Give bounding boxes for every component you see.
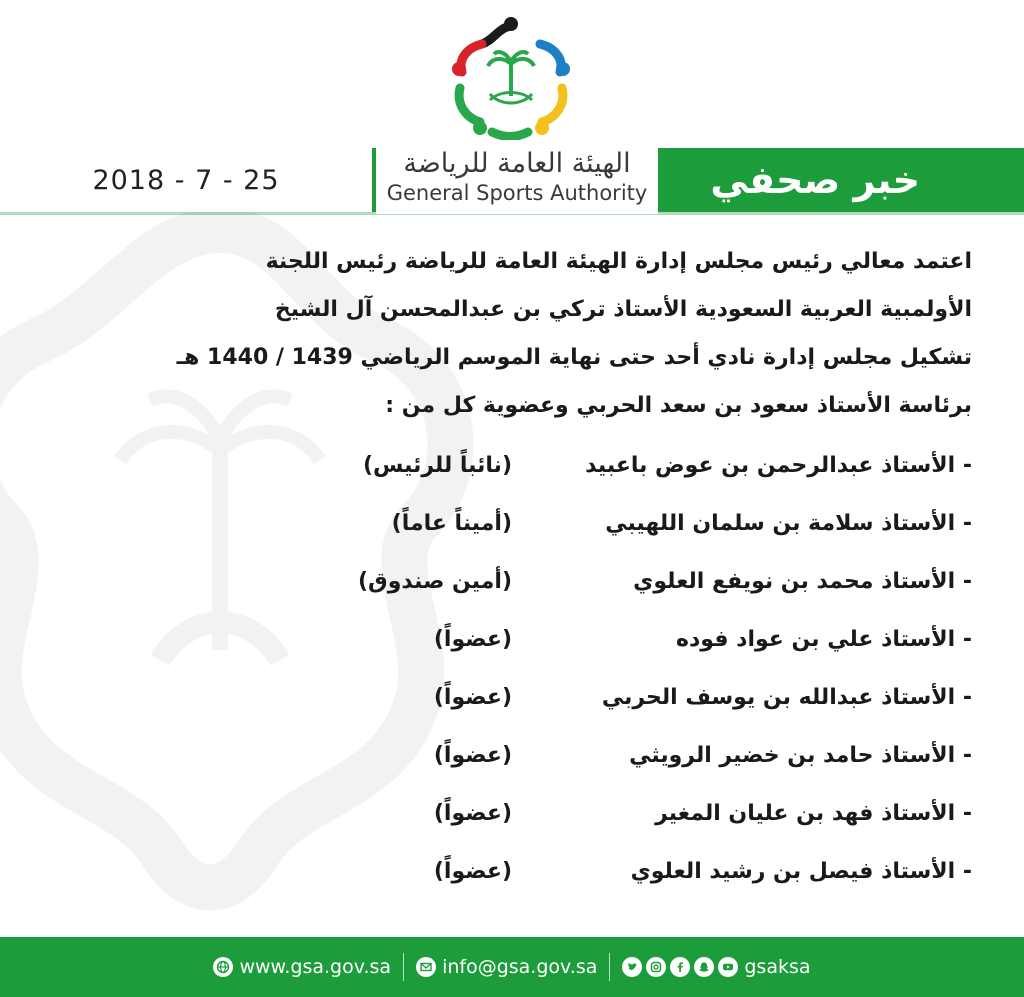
mail-icon [416, 957, 436, 977]
list-item [240, 842, 972, 900]
member-name: - الأستاذ عبدالله بن يوسف الحربي [601, 684, 972, 710]
date-box [0, 148, 372, 212]
youtube-icon[interactable] [718, 957, 738, 977]
brand-name-english: General Sports Authority [386, 181, 648, 205]
member-name: - الأستاذ فيصل بن رشيد العلوي [630, 858, 972, 884]
snapchat-icon[interactable] [694, 957, 714, 977]
social-links [610, 956, 822, 978]
list-item [240, 494, 972, 552]
article-line: برئاسة الأستاذ سعود بن سعد الحربي وعضوية كل من : [385, 393, 972, 418]
social-handle: gsaksa [744, 956, 811, 978]
member-role: (نائباً للرئيس) [362, 452, 512, 478]
brand-name-arabic: الهيئة العامة للرياضة [403, 148, 631, 179]
gsa-logo [446, 14, 576, 144]
member-role: (عضواً) [433, 626, 512, 652]
list-item [240, 784, 972, 842]
member-name: - الأستاذ فهد بن عليان المغير [655, 800, 972, 826]
member-role: (عضواً) [433, 684, 512, 710]
article-body [40, 238, 972, 430]
list-item [240, 726, 972, 784]
email-text: info@gsa.gov.sa [442, 956, 598, 978]
members-list [240, 436, 972, 900]
member-role: (أميناً عاماً) [391, 510, 512, 536]
member-role: (عضواً) [433, 742, 512, 768]
article-line: الأولمبية العربية السعودية الأستاذ تركي بن عبدالمحسن آل الشيخ [274, 297, 972, 322]
member-name: - الأستاذ محمد بن نويفع العلوي [633, 568, 972, 594]
facebook-icon[interactable] [670, 957, 690, 977]
list-item [240, 552, 972, 610]
footer-bar [0, 937, 1024, 997]
article-line: تشكيل مجلس إدارة نادي أحد حتى نهاية الموسم الرياضي 1439 / 1440 هـ [176, 345, 972, 370]
instagram-icon[interactable] [646, 957, 666, 977]
twitter-icon[interactable] [622, 957, 642, 977]
member-name: - الأستاذ سلامة بن سلمان اللهيبي [605, 510, 972, 536]
press-release-label-box [662, 148, 972, 212]
member-name: - الأستاذ حامد بن خضير الرويثي [629, 742, 972, 768]
list-item [240, 436, 972, 494]
email-link[interactable] [404, 956, 609, 978]
member-name: - الأستاذ عبدالرحمن بن عوض باعبيد [585, 452, 972, 478]
globe-icon [213, 957, 233, 977]
press-date: 2018 - 7 - 25 [92, 164, 280, 196]
member-role: (عضواً) [433, 858, 512, 884]
list-item [240, 668, 972, 726]
press-release-label: خبر صحفي [710, 158, 920, 202]
brand-box [376, 140, 658, 214]
website-text: www.gsa.gov.sa [239, 956, 392, 978]
member-role: (أمين صندوق) [358, 568, 512, 594]
article-line: اعتمد معالي رئيس مجلس إدارة الهيئة العامة للرياضة رئيس اللجنة [265, 249, 972, 274]
website-link[interactable] [201, 956, 403, 978]
list-item [240, 610, 972, 668]
member-name: - الأستاذ علي بن عواد فوده [676, 626, 972, 652]
member-role: (عضواً) [433, 800, 512, 826]
